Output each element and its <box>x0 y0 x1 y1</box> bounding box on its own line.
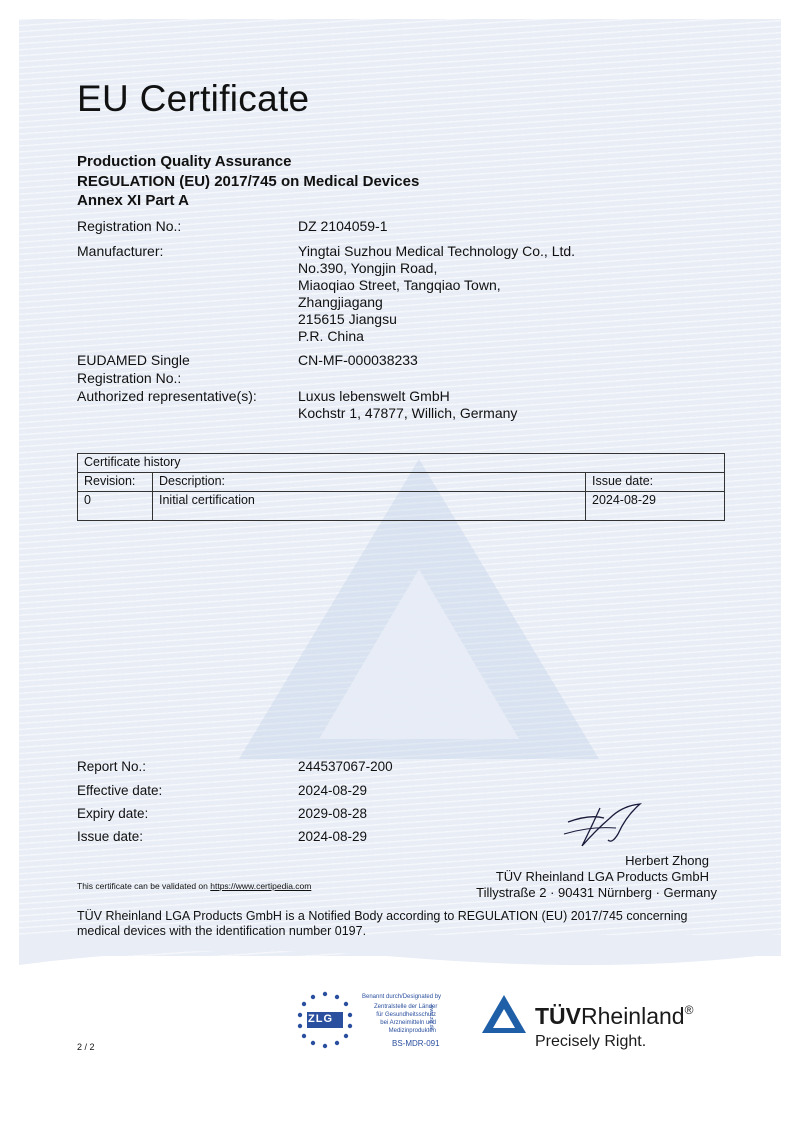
history-header-issue-date: Issue date: <box>586 473 725 492</box>
zlg-line: für Gesundheitsschutz <box>376 1012 436 1018</box>
tuv-triangle-icon <box>480 993 528 1035</box>
expiry-label: Expiry date: <box>77 806 149 821</box>
subtitle-line-2: REGULATION (EU) 2017/745 on Medical Devices <box>77 173 420 190</box>
history-header-description: Description: <box>153 473 586 492</box>
tuv-brand-bold: TÜV <box>535 1003 581 1029</box>
validation-link[interactable]: https://www.certipedia.com <box>210 881 312 891</box>
signatory-org: TÜV Rheinland LGA Products GmbH <box>495 869 709 884</box>
eudamed-label-cont: Registration No.: <box>77 370 182 386</box>
manufacturer-line: 215615 Jiangsu <box>298 311 397 327</box>
notified-body-note: TÜV Rheinland LGA Products GmbH is a Notified Body according to REGULATION (EU) 2017/745 concerning medical devices with the identification number 0197. <box>77 909 688 938</box>
history-header-revision: Revision: <box>78 473 153 492</box>
history-cell-revision: 0 <box>78 492 153 521</box>
page-title: EU Certificate <box>77 78 310 119</box>
manufacturer-line: Miaoqiao Street, Tangqiao Town, <box>298 277 501 293</box>
tuv-brand-rest: Rheinland <box>581 1003 685 1029</box>
zlg-designated: Benannt durch/Designated by <box>362 994 442 1000</box>
manufacturer-line: Zhangjiagang <box>298 294 383 310</box>
manufacturer-line: P.R. China <box>298 328 364 344</box>
tuv-brand <box>535 1003 693 1030</box>
page-wave-edge <box>19 935 781 975</box>
validation-note <box>77 881 311 891</box>
zlg-line: Zentralstelle der Länder <box>374 1004 438 1010</box>
history-caption: Certificate history <box>78 454 725 473</box>
effective-label: Effective date: <box>77 783 163 798</box>
zlg-code: BS-MDR-091 <box>392 1039 440 1048</box>
signatory-address: Tillystraße 2 · 90431 Nürnberg · Germany <box>476 885 717 900</box>
signatory-name: Herbert Zhong <box>625 853 709 868</box>
manufacturer-line: Yingtai Suzhou Medical Technology Co., Ltd. <box>298 243 576 259</box>
history-cell-issue-date: 2024-08-29 <box>586 492 725 521</box>
eudamed-label: EUDAMED Single <box>77 352 190 368</box>
table-row <box>78 492 725 521</box>
report-value: 244537067-200 <box>298 759 393 774</box>
effective-value: 2024-08-29 <box>298 783 368 798</box>
issue-label: Issue date: <box>77 829 144 844</box>
expiry-value: 2029-08-28 <box>298 806 368 821</box>
signature-icon <box>560 800 650 850</box>
registration-label: Registration No.: <box>77 218 182 234</box>
tuv-tagline: Precisely Right. <box>535 1033 647 1050</box>
issue-value: 2024-08-29 <box>298 829 368 844</box>
registration-value: DZ 2104059-1 <box>298 218 388 234</box>
zlg-line: Medizinprodukten <box>388 1028 436 1034</box>
zlg-side-text: www.zlg.de <box>428 1005 434 1031</box>
zlg-line: bei Arzneimitteln und <box>380 1020 436 1026</box>
authrep-line: Luxus lebenswelt GmbH <box>298 388 450 404</box>
subtitle-line-1: Production Quality Assurance <box>77 153 292 170</box>
report-label: Report No.: <box>77 759 147 774</box>
authrep-line: Kochstr 1, 47877, Willich, Germany <box>298 405 518 421</box>
manufacturer-label: Manufacturer: <box>77 243 164 259</box>
certificate-history-table <box>77 453 725 521</box>
tuv-reg-mark: ® <box>684 1003 694 1017</box>
eudamed-value: CN-MF-000038233 <box>298 352 418 368</box>
authrep-label: Authorized representative(s): <box>77 388 257 404</box>
zlg-logo-text: ZLG <box>308 1013 333 1025</box>
manufacturer-line: No.390, Yongjin Road, <box>298 260 438 276</box>
subtitle-line-3: Annex XI Part A <box>77 192 189 209</box>
history-cell-description: Initial certification <box>153 492 586 521</box>
validation-text: This certificate can be validated on <box>77 881 211 891</box>
page-number: 2 / 2 <box>77 1042 95 1052</box>
